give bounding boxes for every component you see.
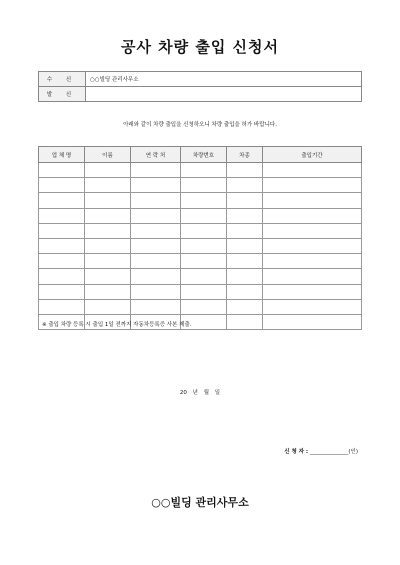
vehicle-table	[38, 146, 362, 330]
table-cell	[181, 223, 227, 238]
recipient-label: 수 신	[39, 72, 86, 87]
table-cell	[227, 238, 263, 253]
table-cell	[85, 208, 131, 223]
table-cell	[85, 299, 131, 314]
table-cell	[181, 269, 227, 284]
table-cell	[263, 314, 362, 329]
table-cell	[131, 238, 181, 253]
table-cell	[85, 223, 131, 238]
table-cell	[263, 208, 362, 223]
table-cell	[181, 208, 227, 223]
table-cell	[131, 223, 181, 238]
vehicle-table-header	[39, 147, 362, 163]
table-cell	[227, 223, 263, 238]
table-row	[39, 269, 362, 284]
table-cell	[39, 254, 85, 269]
table-cell	[227, 178, 263, 193]
table-row	[39, 208, 362, 223]
table-cell	[131, 284, 181, 299]
table-cell	[181, 193, 227, 208]
table-cell	[39, 284, 85, 299]
column-header-vehicle-type: 차종	[227, 147, 263, 163]
table-row	[39, 238, 362, 253]
table-cell	[39, 223, 85, 238]
table-cell	[227, 284, 263, 299]
table-cell	[181, 163, 227, 178]
table-cell	[85, 193, 131, 208]
table-row	[39, 178, 362, 193]
table-cell	[181, 238, 227, 253]
table-cell	[263, 254, 362, 269]
footer-office-name: ○○빌딩 관리사무소	[151, 496, 249, 509]
sender-row	[39, 87, 362, 102]
document-title: 공사 차량 출입 신청서	[120, 38, 280, 56]
table-cell	[227, 208, 263, 223]
table-cell	[85, 238, 131, 253]
table-cell	[39, 269, 85, 284]
table-cell	[263, 238, 362, 253]
table-cell	[263, 223, 362, 238]
table-cell	[39, 208, 85, 223]
column-header-plate: 차량번호	[181, 147, 227, 163]
table-cell	[181, 299, 227, 314]
table-row	[39, 193, 362, 208]
table-cell	[227, 299, 263, 314]
table-row	[39, 299, 362, 314]
column-header-period: 출입기간	[263, 147, 362, 163]
table-cell	[263, 284, 362, 299]
table-cell	[85, 163, 131, 178]
table-cell	[227, 269, 263, 284]
table-cell	[131, 163, 181, 178]
table-row	[39, 254, 362, 269]
column-header-contact: 연 락 처	[131, 147, 181, 163]
table-cell	[227, 254, 263, 269]
table-cell	[181, 284, 227, 299]
table-cell	[39, 178, 85, 193]
table-cell	[131, 254, 181, 269]
table-cell	[227, 193, 263, 208]
table-cell	[181, 254, 227, 269]
sender-label: 발 신	[39, 87, 86, 102]
table-cell	[263, 299, 362, 314]
note-text: ※ 출입 차량 등록 시 출입 1일 전까지 자동차등록증 사본 제출.	[42, 322, 192, 328]
table-cell	[131, 193, 181, 208]
sender-value	[86, 87, 362, 102]
date-line: 20 년 월 일	[179, 390, 221, 396]
applicant-line	[284, 447, 358, 455]
table-cell	[263, 193, 362, 208]
table-cell	[227, 163, 263, 178]
table-cell	[263, 178, 362, 193]
vehicle-table-body	[39, 163, 362, 330]
recipient-value: ○○빌딩 관리사무소	[86, 72, 362, 87]
table-cell	[263, 163, 362, 178]
table-row	[39, 163, 362, 178]
column-header-name: 이름	[85, 147, 131, 163]
table-cell	[39, 238, 85, 253]
table-cell	[39, 193, 85, 208]
intro-text: 아래와 같이 차량 출입을 신청하오니 차량 출입을 허가 바랍니다.	[123, 122, 277, 128]
table-cell	[131, 178, 181, 193]
recipient-row	[39, 72, 362, 87]
table-cell	[39, 299, 85, 314]
table-cell	[85, 178, 131, 193]
applicant-signature-blank: ______________(인)	[309, 449, 358, 455]
applicant-label: 신 청 자 :	[284, 449, 309, 455]
table-row	[39, 284, 362, 299]
table-cell	[85, 269, 131, 284]
table-cell	[181, 178, 227, 193]
table-cell	[131, 269, 181, 284]
table-row	[39, 223, 362, 238]
table-cell	[263, 269, 362, 284]
table-cell	[39, 163, 85, 178]
column-header-company: 업 체 명	[39, 147, 85, 163]
recipient-table	[38, 71, 362, 102]
table-cell	[131, 299, 181, 314]
table-cell	[227, 314, 263, 329]
table-cell	[131, 208, 181, 223]
table-cell	[85, 284, 131, 299]
table-cell	[85, 254, 131, 269]
